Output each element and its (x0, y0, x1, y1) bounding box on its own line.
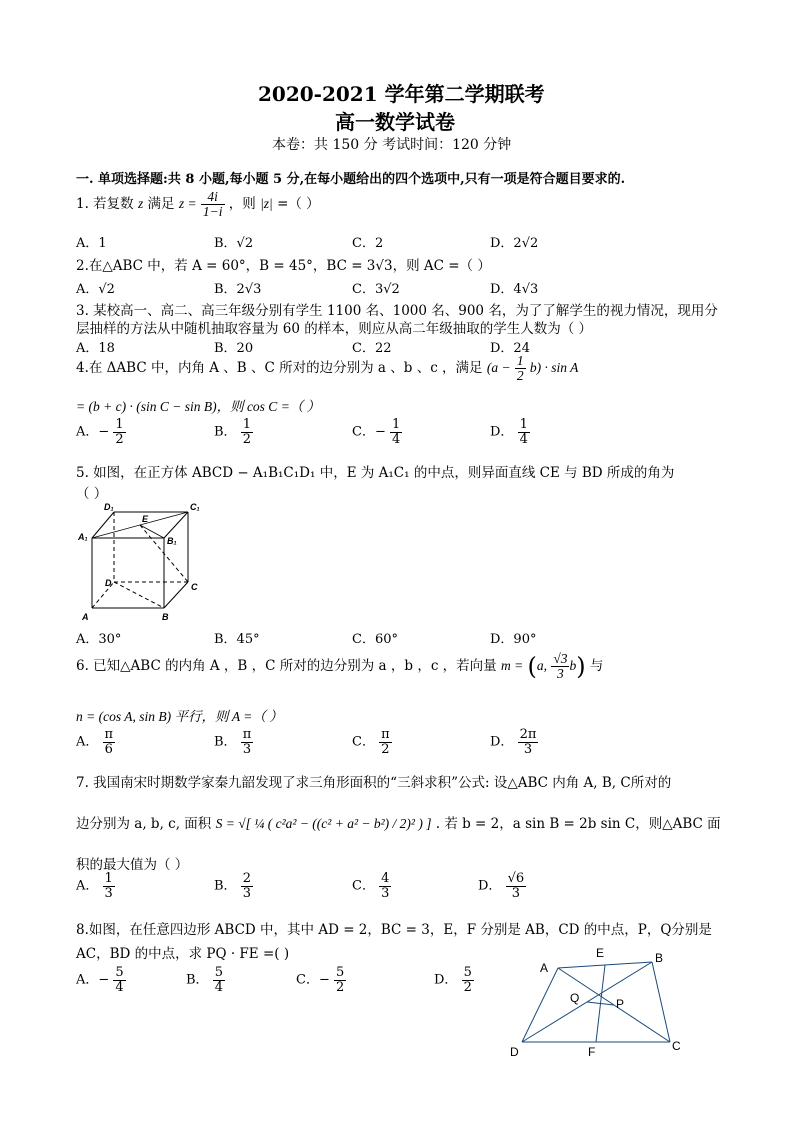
question-7-line-2 (76, 812, 721, 832)
q7-text-b: . 若 b = 2，a sin B = 2b sin C，则△ABC 面 (435, 816, 721, 832)
q8-option-d[interactable]: D． $\frac{5}{2}$ (434, 965, 472, 995)
q5-option-b[interactable]: B．45° (214, 632, 260, 647)
quad-label-q: Q (570, 991, 580, 1005)
q1-text-d: =（ ） (277, 196, 320, 213)
q5-option-c[interactable]: C．60° (352, 632, 398, 647)
cube-label-b: B (162, 612, 169, 622)
cube-label-a1: A₁ (78, 532, 88, 542)
quad-label-b: B (655, 951, 664, 965)
question-2-stem: 2.在△ABC 中，若 A = 60°，B = 45°，BC = 3√3，则 AC =（ ） (76, 258, 491, 274)
question-5-line-2: （ ） (76, 486, 108, 502)
question-4-line-1 (76, 354, 578, 383)
q3-option-b[interactable]: B．20 (214, 341, 254, 356)
exam-subtitle: 高一数学试卷 (335, 110, 455, 134)
q1-var-z: z (137, 196, 144, 212)
q1-text-a: 1. 若复数 (76, 196, 134, 213)
quadrilateral-figure (500, 940, 700, 1065)
question-6-line-2: n = (cos A, sin B) 平行，则 A =（ ） (76, 709, 283, 724)
q4-text-c: b) · sin A (529, 360, 579, 376)
quad-label-f: F (588, 1045, 596, 1059)
q2-option-c[interactable]: C．3√2 (352, 282, 400, 297)
q7-option-a[interactable]: A． $\frac{1}{3}$ (76, 871, 113, 901)
q1-text-c: ，则 (228, 196, 256, 213)
question-8-line-2: AC，BD 的中点，求 PQ · FE =( ) (76, 946, 290, 962)
cube-label-d: D (105, 578, 112, 588)
q2-option-d[interactable]: D．4√3 (490, 282, 539, 297)
q6-option-b[interactable]: B． $\frac{\pi}{3}$ (214, 727, 252, 757)
question-3-line-1: 3. 某校高一、高二、高三年级分别有学生 1100 名、1000 名、900 名，为了了解学生的视力情况，现用分 (76, 303, 718, 319)
cube-label-c1: C₁ (190, 502, 200, 512)
q5-option-a[interactable]: A．30° (76, 632, 122, 647)
q4-option-b[interactable]: B． $\frac{1}{2}$ (214, 417, 251, 447)
q8-option-b[interactable]: B． $\frac{5}{4}$ (186, 965, 223, 995)
question-7-line-1: 7. 我国南宋时期数学家秦九韶发现了求三角形面积的“三斜求积”公式: 设△ABC 内角 A, B, C所对的 (76, 775, 672, 791)
question-7-line-3: 积的最大值为（ ） (76, 857, 189, 873)
cube-label-d1: D₁ (104, 502, 114, 512)
q1-abs: |z| (260, 196, 273, 212)
q7-area-formula: S = √[ ¼ ( c²a² − ((c² + a² − b²) / 2)² ) ] (215, 816, 432, 831)
exam-title: 2020-2021 学年第二学期联考 (258, 82, 545, 106)
q6-text-a: 6. 已知△ABC 的内角 A ，B ，C 所对的边分别为 a ，b ，c ，若向量 (76, 658, 497, 675)
q1-eq: z = (178, 196, 197, 212)
quad-label-c: C (672, 1039, 681, 1053)
q6-vector-m: m = (500, 658, 524, 674)
cube-label-b1: B₁ (167, 536, 177, 546)
q4-text-b: (a − (486, 360, 511, 376)
cube-label-e: E (142, 514, 149, 524)
q4-option-c[interactable]: C．− $\frac{1}{4}$ (352, 417, 401, 447)
quad-label-d: D (510, 1045, 519, 1059)
q4-option-a[interactable]: A．− $\frac{1}{2}$ (76, 417, 124, 447)
exam-info: 本卷：共 150 分 考试时间：120 分钟 (272, 137, 512, 153)
question-6-line-1: 6. 已知△ABC 的内角 A ，B ，C 所对的边分别为 a ，b ，c ，若向量 m = (a, $\frac{√3}{3}$ b) 与 (76, 651, 604, 682)
q7-text-a: 边分别为 a, b, c, 面积 (76, 816, 212, 832)
q3-option-a[interactable]: A．18 (76, 341, 115, 356)
question-8-line-1: 8.如图，在任意四边形 ABCD 中，其中 AD = 2，BC = 3，E，F 分别是 AB，CD 的中点，P，Q分别是 (76, 922, 712, 938)
q1-fraction: $\frac{4i}{1-i}$ (202, 189, 223, 220)
q6-option-d[interactable]: D． $\frac{2\pi}{3}$ (490, 727, 537, 757)
cube-label-c: C (191, 582, 198, 592)
q7-option-b[interactable]: B． $\frac{2}{3}$ (214, 871, 251, 901)
q4-text-a: 4.在 ΔABC 中，内角 A 、B 、C 所对的边分别为 a 、b 、c ，满足 (76, 360, 483, 377)
q4-option-d[interactable]: D． $\frac{1}{4}$ (490, 417, 528, 447)
q7-option-d[interactable]: D． $\frac{√6}{3}$ (478, 871, 525, 901)
cube-label-a: A (82, 612, 89, 622)
question-4-line-2: = (b + c) · (sin C − sin B)，则 cos C =（ ） (76, 399, 321, 414)
cube-figure (76, 498, 206, 626)
quad-label-p: P (616, 997, 625, 1011)
q5-option-d[interactable]: D．90° (490, 632, 537, 647)
q6-option-a[interactable]: A． $\frac{\pi}{6}$ (76, 727, 114, 757)
q4-half-fraction: $\frac{1}{2}$ (516, 353, 524, 384)
q1-option-b[interactable]: B．√2 (214, 236, 254, 251)
q1-option-c[interactable]: C．2 (352, 236, 384, 251)
question-5-line-1: 5. 如图，在正方体 ABCD − A₁B₁C₁D₁ 中，E 为 A₁C₁ 的中点，则异面直线 CE 与 BD 所成的角为 (76, 465, 675, 481)
q1-option-a[interactable]: A．1 (76, 236, 107, 251)
section-heading: 一. 单项选择题:共 8 小题,每小题 5 分,在每小题给出的四个选项中,只有一项是符合题目要求的. (76, 172, 626, 187)
q2-option-a[interactable]: A．√2 (76, 282, 115, 297)
q8-option-c[interactable]: C．− $\frac{5}{2}$ (296, 965, 345, 995)
question-3-line-2: 层抽样的方法从中随机抽取容量为 60 的样本，则应从高二年级抽取的学生人数为（ ） (76, 321, 593, 337)
quad-label-e: E (596, 946, 605, 960)
q1-text-b: 满足 (147, 196, 175, 213)
q3-option-c[interactable]: C．22 (352, 341, 392, 356)
q7-option-c[interactable]: C． $\frac{4}{3}$ (352, 871, 390, 901)
q6-option-c[interactable]: C． $\frac{\pi}{2}$ (352, 727, 390, 757)
q2-option-b[interactable]: B．2√3 (214, 282, 262, 297)
q8-option-a[interactable]: A．− $\frac{5}{4}$ (76, 965, 124, 995)
q3-option-d[interactable]: D．24 (490, 341, 530, 356)
quad-label-a: A (540, 961, 549, 975)
question-1-stem (76, 190, 320, 219)
q1-option-d[interactable]: D．2√2 (490, 236, 539, 251)
